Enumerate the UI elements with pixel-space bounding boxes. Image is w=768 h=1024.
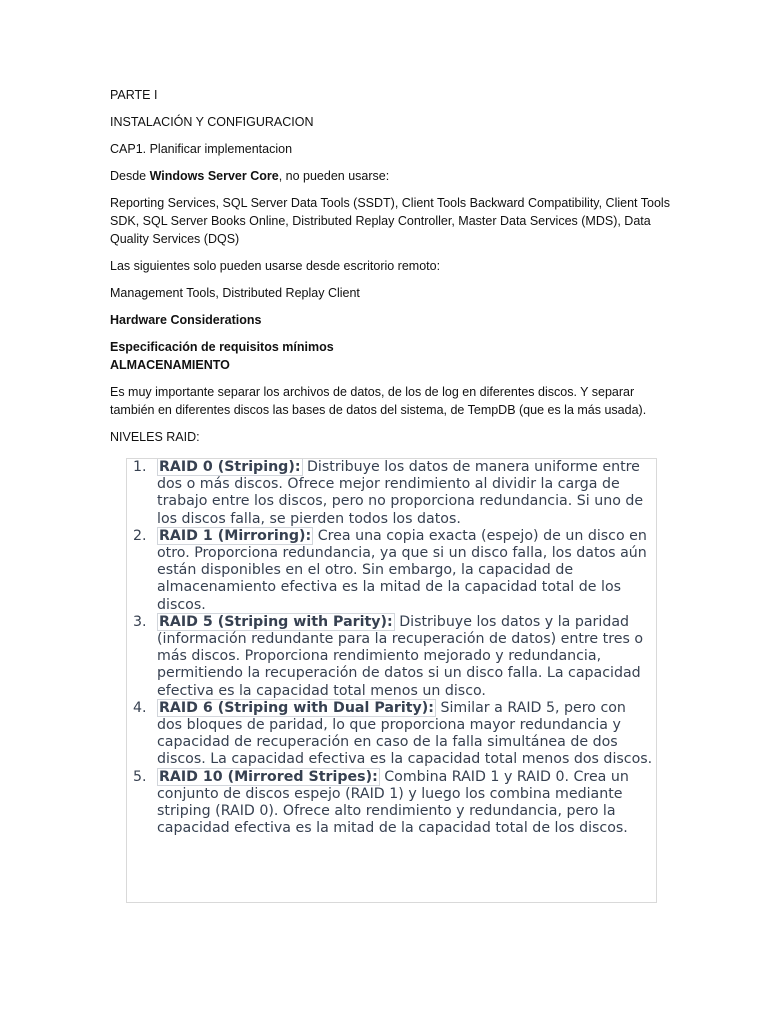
remote-desktop-list: Management Tools, Distributed Replay Client	[110, 286, 360, 300]
storage-heading: ALMACENAMIENTO	[110, 358, 230, 372]
hardware-heading: Hardware Considerations	[110, 313, 262, 327]
raid-term: RAID 0 (Striping):	[159, 459, 301, 475]
raid-level-item	[133, 699, 656, 769]
raid-description: Similar a RAID 5, pero con dos bloques de paridad, lo que proporciona mayor redundancia y capacidad de recuperación en caso de la falla simultánea de dos discos. La capacidad efectiva es la capacidad total menos dos discos.	[157, 699, 653, 768]
server-core-list: Reporting Services, SQL Server Data Tools (SSDT), Client Tools Backward Compatibility, Client Tools SDK, SQL Server Books Online, Distributed Replay Controller, Master Data Services (MDS), Data Quality Services (DQS)	[110, 196, 670, 246]
document-body	[110, 86, 670, 455]
list-number: 5.	[133, 768, 147, 785]
section-title: INSTALACIÓN Y CONFIGURACION	[110, 115, 314, 129]
raid-term: RAID 1 (Mirroring):	[159, 527, 312, 544]
list-number: 1.	[133, 459, 147, 475]
raid-level-item	[133, 768, 656, 838]
raid-term: RAID 5 (Striping with Parity):	[159, 613, 393, 630]
raid-description: Distribuye los datos de manera uniforme entre dos o más discos. Ofrece mejor rendimiento al dividir la carga de trabajo entre los discos, pero no proporciona redundancia. Si uno de los discos falla, se pierden todos los datos.	[157, 459, 644, 527]
requirements-heading: Especificación de requisitos mínimos	[110, 340, 334, 354]
list-number: 4.	[133, 699, 147, 716]
part-title: PARTE I	[110, 88, 158, 102]
remote-desktop-intro: Las siguientes solo pueden usarse desde escritorio remoto:	[110, 259, 441, 273]
server-core-intro	[110, 167, 670, 185]
raid-description: Combina RAID 1 y RAID 0. Crea un conjunto de discos espejo (RAID 1) y luego los combina mediante striping (RAID 0). Ofrece alto rendimiento y redundancia, pero la capacidad efectiva es la mitad de la capacidad total de los discos.	[157, 768, 629, 837]
raid-level-item	[133, 527, 656, 614]
raid-level-item	[133, 613, 656, 700]
raid-description: Distribuye los datos y la paridad (información redundante para la recuperación de datos) entre tres o más discos. Proporciona rendimiento mejorado y redundancia, permitiendo la recuperación de datos si un disco falla. La capacidad efectiva es la capacidad total menos un disco.	[157, 613, 644, 699]
raid-heading: NIVELES RAID:	[110, 430, 200, 444]
raid-term: RAID 10 (Mirrored Stripes):	[159, 768, 378, 785]
server-core-prefix: Desde	[110, 169, 150, 183]
list-number: 3.	[133, 613, 147, 630]
raid-levels-box	[126, 458, 657, 903]
storage-text: Es muy importante separar los archivos de datos, de los de log en diferentes discos. Y separar también en diferentes discos las bases de datos del sistema, de TempDB (que es la más usada).	[110, 385, 647, 417]
raid-description: Crea una copia exacta (espejo) de un disco en otro. Proporciona redundancia, ya que si un disco falla, los datos aún están disponibles en el otro. Sin embargo, la capacidad de almacenamiento efectiva es la mitad de la capacidad total de los discos.	[157, 527, 647, 613]
raid-levels-list	[127, 459, 656, 837]
chapter-title: CAP1. Planificar implementacion	[110, 142, 293, 156]
raid-term: RAID 6 (Striping with Dual Parity):	[159, 699, 434, 716]
server-core-suffix: , no pueden usarse:	[278, 169, 390, 183]
list-number: 2.	[133, 527, 147, 544]
server-core-bold: Windows Server Core	[149, 169, 279, 183]
raid-level-item	[133, 459, 656, 528]
